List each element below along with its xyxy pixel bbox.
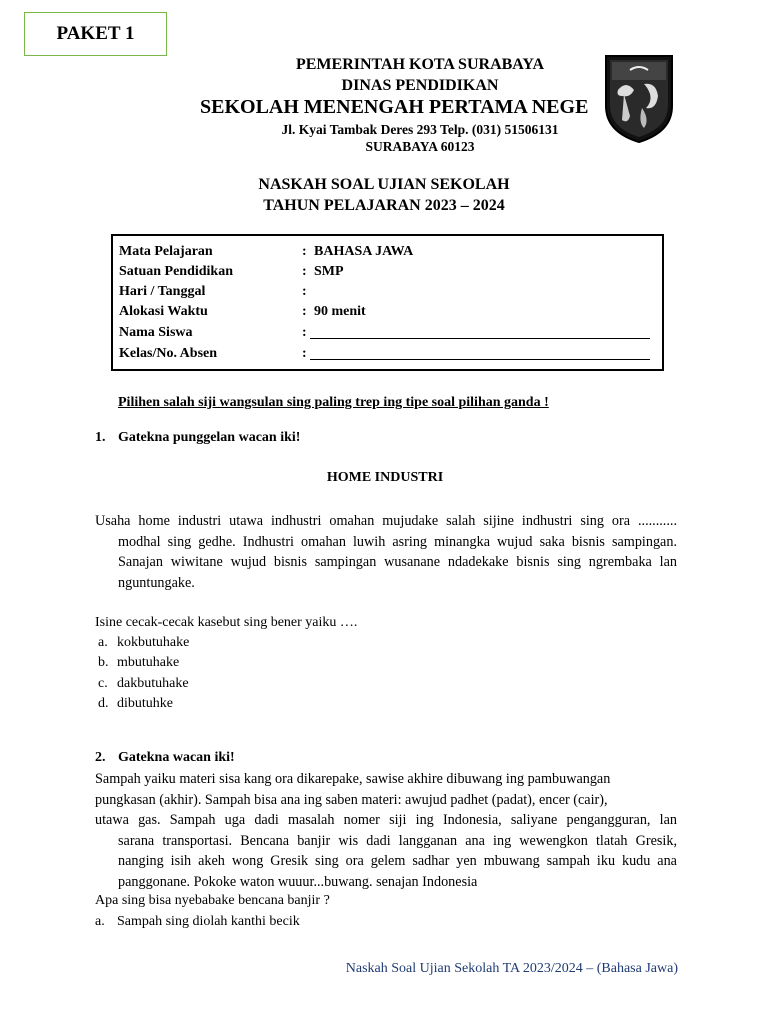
q1-subtitle: HOME INDUSTRI	[326, 470, 444, 485]
class-blank-line	[310, 359, 650, 360]
name-blank-line	[310, 338, 650, 339]
exam-title: NASKAH SOAL UJIAN SEKOLAH	[258, 176, 510, 193]
q1-paragraph: Usaha home industri utawa indhustri omahan mujudake salah sijine indhustri sing ora ........... modhal sing gedhe. Indhustri omahan luwih asring minangka wujud saka bisnis sampingan. Sanajan wiwitane wujud bisnis sampingan wusanane ndadekake bisnis sing ngrembaka lan nguntungake.	[95, 513, 677, 591]
q2-option-a[interactable]: a. Sampah sing diolah kanthi becik	[95, 914, 300, 929]
header-department: DINAS PENDIDIKAN	[341, 77, 499, 94]
q2-heading: 2. Gatekna wacan iki!	[95, 750, 235, 765]
page-footer: Naskah Soal Ujian Sekolah TA 2023/2024 – (Bahasa Jawa)	[345, 961, 678, 976]
surabaya-emblem-icon	[600, 50, 678, 145]
unit-value: SMP	[314, 264, 344, 279]
paket-label: PAKET 1	[24, 12, 167, 56]
instruction: Pilihen salah siji wangsulan sing paling trep ing tipe soal pilihan ganda !	[118, 395, 549, 410]
q1-option-d[interactable]: d. dibutuhke	[98, 696, 173, 711]
header-government: PEMERINTAH KOTA SURABAYA	[295, 56, 545, 73]
exam-year: TAHUN PELAJARAN 2023 – 2024	[263, 197, 505, 214]
q1-heading: 1. Gatekna punggelan wacan iki!	[95, 430, 301, 445]
q1-option-b[interactable]: b. mbutuhake	[98, 655, 180, 670]
q2-question: Apa sing bisa nyebabake bencana banjir ?	[95, 893, 330, 908]
q1-question: Isine cecak-cecak kasebut sing bener yaiku ….	[95, 615, 358, 630]
time-value: 90 menit	[314, 304, 366, 319]
header-school: SEKOLAH MENENGAH PERTAMA NEGE	[200, 96, 589, 118]
header-city: SURABAYA 60123	[365, 139, 475, 154]
q1-option-c[interactable]: c. dakbutuhake	[98, 676, 189, 691]
q2-paragraph: Sampah yaiku materi sisa kang ora dikarepake, sawise akhire dibuwang ing pambuwangan pungkasan (akhir). Sampah bisa ana ing saben materi: awujud padhet (padat), encer (cair), utawa gas. Sampah uga dadi masalah nomer siji ing Indonesia, saliyane pengangguran, lan sarana transportasi. Bencana banjir wis dadi langganan ana ing wewengkon tlatah Gresik, nanging isih akeh wong Gresik sing ora gelem sadhar yen mbuwang sampah iku kudu ana panggonane. Pokoke waton wuuur...buwang. senajan Indonesia	[95, 771, 677, 890]
q1-option-a[interactable]: a. kokbutuhake	[98, 635, 190, 650]
header-school-clip	[140, 96, 598, 122]
subject-value: BAHASA JAWA	[314, 244, 414, 259]
header-address: Jl. Kyai Tambak Deres 293 Telp. (031) 51506131	[281, 122, 559, 137]
